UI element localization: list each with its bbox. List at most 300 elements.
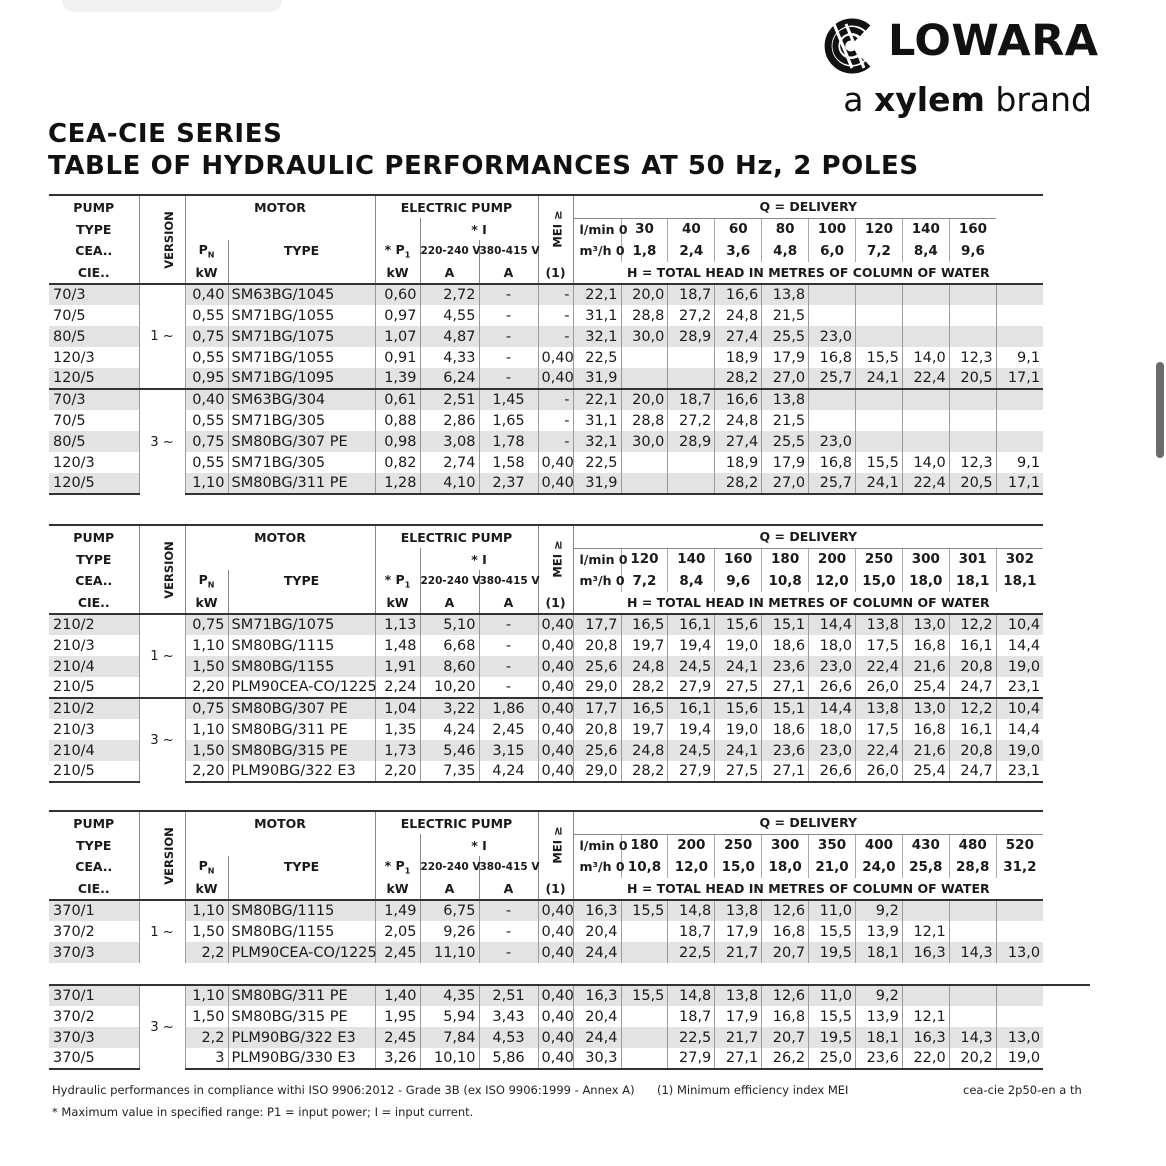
- cie-header: CIE..: [49, 878, 139, 901]
- table-cell: 12,3: [949, 452, 996, 473]
- motor-header: MOTOR: [185, 525, 375, 548]
- table-cell: 26,0: [855, 761, 902, 782]
- table-cell: 15,5: [855, 347, 902, 368]
- table-cell: [621, 942, 668, 963]
- table-cell: -: [479, 326, 538, 347]
- table-cell: 16,1: [949, 635, 996, 656]
- table-cell: 10,4: [996, 698, 1043, 719]
- table-cell: 25,4: [902, 761, 949, 782]
- table-cell: 4,55: [420, 305, 479, 326]
- flow-lmin-value: 520: [996, 834, 1043, 856]
- table-cell: 12,6: [762, 900, 809, 921]
- table-cell: 2,20: [185, 761, 228, 782]
- motor-spacer: [185, 218, 375, 240]
- pump-type-cell: 210/5: [53, 679, 95, 695]
- table-cell: 14,4: [809, 698, 856, 719]
- table-cell: 18,9: [715, 452, 762, 473]
- table-cell: 11,0: [809, 900, 856, 921]
- table-cell: 1,35: [375, 719, 420, 740]
- flow-m3h-label: m³/h 0: [573, 240, 621, 262]
- table-cell: 0,40: [538, 1006, 573, 1027]
- flow-m3h-value: 2,4: [668, 240, 715, 262]
- table-cell: 24,1: [715, 656, 762, 677]
- table-cell: 4,87: [420, 326, 479, 347]
- table-cell: 3: [185, 1048, 228, 1069]
- table-cell: 4,24: [479, 761, 538, 782]
- table-cell: 21,6: [902, 656, 949, 677]
- table-cell: PLM90BG/322 E3: [228, 1027, 375, 1048]
- table-cell: 14,3: [949, 1027, 996, 1048]
- current-header: * I: [420, 834, 538, 856]
- table-cell: 0,75: [185, 614, 228, 635]
- table-cell: 1,13: [375, 614, 420, 635]
- mei-header: MEI ≥: [538, 811, 573, 878]
- table-cell: PLM90CEA-CO/1225: [228, 677, 375, 698]
- p1-unit: kW: [375, 592, 420, 615]
- p1-spacer: [375, 834, 420, 856]
- table-cell: 28,9: [668, 431, 715, 452]
- table-cell: 14,4: [809, 614, 856, 635]
- table-cell: 0,82: [375, 452, 420, 473]
- table-row: [49, 900, 1090, 921]
- current-1-unit: A: [420, 878, 479, 901]
- table-cell: 25,4: [902, 677, 949, 698]
- table-cell: 5,10: [420, 614, 479, 635]
- table-cell: 0,60: [375, 284, 420, 305]
- table-cell: [855, 389, 902, 410]
- table-cell: 24,5: [668, 656, 715, 677]
- flow-m3h-value: 18,1: [949, 570, 996, 592]
- table-cell: 2,51: [420, 389, 479, 410]
- flow-lmin-value: 300: [762, 834, 809, 856]
- head-header: H = TOTAL HEAD IN METRES OF COLUMN OF WATER: [573, 878, 1043, 901]
- flow-lmin-value: 120: [621, 548, 668, 570]
- table-cell: 16,5: [621, 614, 668, 635]
- table-cell: 27,2: [668, 305, 715, 326]
- table-cell: 24,4: [573, 942, 621, 963]
- table-cell: 9,2: [855, 900, 902, 921]
- table-cell: [668, 452, 715, 473]
- flow-lmin-label: l/min 0: [573, 218, 621, 240]
- table-cell: 1,45: [479, 389, 538, 410]
- pump-type-cell: 70/5: [53, 307, 86, 324]
- table-cell: 17,1: [996, 473, 1043, 494]
- table-cell: 1,50: [185, 656, 228, 677]
- table-cell: 1,50: [185, 1006, 228, 1027]
- current-2-unit: A: [479, 262, 538, 285]
- pn-header: $P_N$: [185, 570, 228, 592]
- table-cell: 0,75: [185, 698, 228, 719]
- table-cell: -: [479, 656, 538, 677]
- pump-header: PUMP: [49, 525, 139, 548]
- table-cell: SM80BG/315 PE: [228, 740, 375, 761]
- table-cell: 1,07: [375, 326, 420, 347]
- table-cell: 27,9: [668, 761, 715, 782]
- table-cell: 13,8: [762, 284, 809, 305]
- table-cell: 24,8: [621, 740, 668, 761]
- table-cell: 16,6: [715, 389, 762, 410]
- table-cell: [996, 431, 1043, 452]
- table-cell: 19,7: [621, 635, 668, 656]
- flow-m3h-value: 18,1: [996, 570, 1043, 592]
- table-cell: 20,0: [621, 389, 668, 410]
- flow-m3h-value: 25,8: [902, 856, 949, 878]
- table-cell: 16,8: [762, 921, 809, 942]
- table-cell: 1,04: [375, 698, 420, 719]
- table-cell: 2,45: [479, 719, 538, 740]
- pump-type-cell: 370/3: [49, 1027, 139, 1048]
- flow-m3h-label: m³/h 0: [573, 856, 621, 878]
- table-cell: 17,9: [715, 921, 762, 942]
- table-cell: 13,8: [762, 389, 809, 410]
- flow-m3h-value: 9,6: [949, 240, 996, 262]
- table-cell: 26,6: [809, 677, 856, 698]
- motor-spacer: [185, 834, 375, 856]
- table-cell: 23,6: [762, 656, 809, 677]
- flow-m3h-value: 28,8: [949, 856, 996, 878]
- table-cell: -: [538, 389, 573, 410]
- table-cell: SM80BG/1155: [228, 656, 375, 677]
- table-cell: 16,8: [762, 1006, 809, 1027]
- table-cell: 2,20: [375, 761, 420, 782]
- table-cell: 16,5: [621, 698, 668, 719]
- table-cell: 22,5: [668, 1027, 715, 1048]
- table-cell: -: [538, 284, 573, 305]
- table-cell: 19,0: [996, 740, 1043, 761]
- table-cell: 16,3: [902, 1027, 949, 1048]
- version-cell: 3 ~: [139, 985, 185, 1069]
- table-cell: 16,8: [809, 452, 856, 473]
- table-row: [49, 921, 1090, 942]
- table-row: [49, 368, 1090, 389]
- table-cell: 0,40: [538, 942, 573, 963]
- table-cell: -: [538, 326, 573, 347]
- version-cell: 1 ~: [139, 284, 185, 389]
- pump-type-cell: 370/1: [49, 985, 139, 1006]
- flow-lmin-value: 200: [809, 548, 856, 570]
- table-cell: 27,4: [715, 326, 762, 347]
- top-tab-bar: [62, 0, 282, 12]
- table-cell: 0,91: [375, 347, 420, 368]
- table-row: [49, 985, 1090, 1006]
- flow-m3h-value: 18,0: [902, 570, 949, 592]
- table-cell: 17,9: [762, 347, 809, 368]
- table-cell: 24,7: [949, 677, 996, 698]
- pump-type-cell: 370/5: [49, 1048, 139, 1069]
- table-row: [49, 740, 1090, 761]
- table-cell: 18,6: [762, 719, 809, 740]
- pump-type-cell: 210/4: [49, 740, 139, 761]
- table-row: [49, 761, 1090, 782]
- type-header: TYPE: [76, 551, 112, 567]
- table-cell: 0,40: [538, 614, 573, 635]
- table-cell: [949, 985, 996, 1006]
- cea-header: CEA..: [75, 243, 113, 259]
- lowara-logo: [822, 16, 1099, 120]
- table-cell: [996, 389, 1043, 410]
- table-cell: 22,4: [855, 656, 902, 677]
- table-cell: 0,40: [538, 452, 573, 473]
- table-cell: 4,24: [420, 719, 479, 740]
- lowara-logo-icon: [822, 20, 880, 72]
- current-2-unit: A: [479, 878, 538, 901]
- table-cell: 24,8: [621, 656, 668, 677]
- p1-unit: kW: [375, 262, 420, 285]
- table-cell: 2,37: [479, 473, 538, 494]
- pump-type-cell: 80/5: [49, 431, 139, 452]
- table-cell: 16,3: [573, 985, 621, 1006]
- table-cell: 27,4: [715, 431, 762, 452]
- delivery-header: Q = DELIVERY: [573, 195, 1043, 218]
- table-cell: [621, 347, 668, 368]
- table-cell: 0,40: [538, 677, 573, 698]
- table-cell: 19,4: [668, 635, 715, 656]
- table-cell: 16,8: [809, 347, 856, 368]
- table-cell: 2,86: [420, 410, 479, 431]
- table-cell: [621, 921, 668, 942]
- table-cell: 20,5: [949, 368, 996, 389]
- table-cell: 13,8: [715, 985, 762, 1006]
- performance-table-2: [49, 524, 1090, 783]
- table-cell: [855, 326, 902, 347]
- table-cell: [621, 452, 668, 473]
- table-cell: 0,40: [538, 473, 573, 494]
- table-cell: 0,55: [185, 410, 228, 431]
- table-cell: 20,4: [573, 921, 621, 942]
- table-cell: -: [479, 284, 538, 305]
- table-cell: 17,9: [762, 452, 809, 473]
- electric-pump-header: ELECTRIC PUMP: [375, 525, 538, 548]
- table-cell: 25,5: [762, 326, 809, 347]
- table-cell: 24,1: [855, 368, 902, 389]
- table-cell: 28,8: [621, 410, 668, 431]
- motor-type-unit: [228, 262, 375, 285]
- type-header: TYPE: [76, 221, 112, 237]
- flow-m3h-value: 24,0: [855, 856, 902, 878]
- table-cell: 22,1: [573, 284, 621, 305]
- table-row: [49, 614, 1090, 635]
- table-cell: 21,5: [762, 410, 809, 431]
- table-cell: 0,55: [185, 305, 228, 326]
- table-cell: 0,98: [375, 431, 420, 452]
- voltage-2-header: 380-415 V: [479, 570, 538, 592]
- table-cell: 14,0: [902, 347, 949, 368]
- table-row: [49, 942, 1090, 963]
- table-cell: 27,9: [668, 677, 715, 698]
- mei-header: MEI ≥: [538, 525, 573, 592]
- table-cell: [902, 389, 949, 410]
- table-cell: 16,1: [949, 719, 996, 740]
- table-cell: -: [479, 305, 538, 326]
- cea-header: CEA..: [75, 859, 113, 875]
- table-cell: [996, 985, 1043, 1006]
- table-cell: 19,0: [715, 635, 762, 656]
- table-cell: 2,2: [185, 1027, 228, 1048]
- table-cell: SM80BG/315 PE: [228, 1006, 375, 1027]
- flow-m3h-value: 18,0: [762, 856, 809, 878]
- table-cell: 16,8: [902, 719, 949, 740]
- table-cell: 1,58: [479, 452, 538, 473]
- table-cell: 28,9: [668, 326, 715, 347]
- flow-m3h-value: 1,8: [621, 240, 668, 262]
- table-cell: 28,2: [621, 677, 668, 698]
- table-cell: 1,39: [375, 368, 420, 389]
- table-cell: 6,24: [420, 368, 479, 389]
- table-cell: -: [479, 677, 538, 698]
- table-cell: SM80BG/311 PE: [228, 985, 375, 1006]
- table-cell: 27,2: [668, 410, 715, 431]
- table-cell: 1,10: [185, 473, 228, 494]
- table-cell: 18,9: [715, 347, 762, 368]
- version-cell: 1 ~: [139, 900, 185, 963]
- table-cell: 10,4: [996, 614, 1043, 635]
- table-cell: 13,0: [996, 1027, 1043, 1048]
- table-cell: 2,05: [375, 921, 420, 942]
- table-cell: PLM90CEA-CO/1225: [228, 942, 375, 963]
- delivery-header: Q = DELIVERY: [573, 811, 1043, 834]
- table-cell: 8,60: [420, 656, 479, 677]
- table-cell: 21,5: [762, 305, 809, 326]
- table-cell: 16,1: [668, 698, 715, 719]
- pump-type-cell: 210/2: [49, 614, 139, 635]
- footnote-iso: Hydraulic performances in compliance withi ISO 9906:2012 - Grade 3B (ex ISO 9906:1999 - Annex A): [52, 1083, 635, 1097]
- table-cell: 25,0: [809, 1048, 856, 1069]
- flow-m3h-value: 12,0: [809, 570, 856, 592]
- pump-type-cell: 370/2: [53, 923, 95, 940]
- pn-unit: kW: [185, 262, 228, 285]
- pn-header: $P_N$: [185, 240, 228, 262]
- table-cell: 2,24: [375, 677, 420, 698]
- voltage-1-header: 220-240 V: [420, 240, 479, 262]
- table-cell: 23,6: [762, 740, 809, 761]
- table-cell: 26,0: [855, 677, 902, 698]
- pump-type-cell: 210/3: [53, 637, 95, 654]
- flow-m3h-value: 10,8: [762, 570, 809, 592]
- page-title: CEA-CIE SERIES: [48, 119, 283, 149]
- lowara-wordmark: LOWARA: [888, 16, 1099, 66]
- table-cell: [949, 284, 996, 305]
- table-cell: 27,0: [762, 473, 809, 494]
- table-cell: 27,9: [668, 1048, 715, 1069]
- table-cell: 17,1: [996, 368, 1043, 389]
- table-cell: 13,9: [855, 921, 902, 942]
- table-cell: 9,26: [420, 921, 479, 942]
- flow-m3h-value: 9,6: [715, 570, 762, 592]
- table-cell: 32,1: [573, 431, 621, 452]
- table-cell: 1,28: [375, 473, 420, 494]
- table-cell: 22,4: [902, 368, 949, 389]
- table-cell: 30,3: [573, 1048, 621, 1069]
- pump-type-cell: 70/3: [49, 389, 139, 410]
- table-cell: [621, 1048, 668, 1069]
- pump-type-cell: 120/5: [49, 473, 139, 494]
- table-cell: 20,8: [949, 740, 996, 761]
- table-cell: 14,4: [996, 635, 1043, 656]
- table-cell: 11,10: [420, 942, 479, 963]
- table-cell: SM80BG/1115: [228, 900, 375, 921]
- table-cell: -: [479, 614, 538, 635]
- table-cell: 14,8: [668, 985, 715, 1006]
- table-cell: 22,1: [573, 389, 621, 410]
- table-cell: 11,0: [809, 985, 856, 1006]
- flow-lmin-value: 350: [809, 834, 856, 856]
- table-cell: 15,5: [621, 900, 668, 921]
- flow-m3h-value: 15,0: [715, 856, 762, 878]
- page-subtitle: TABLE OF HYDRAULIC PERFORMANCES AT 50 Hz, 2 POLES: [48, 151, 919, 181]
- table-cell: 23,6: [855, 1048, 902, 1069]
- table-cell: [996, 305, 1043, 326]
- flow-lmin-value: 100: [809, 218, 856, 240]
- table-cell: 12,2: [949, 698, 996, 719]
- table-cell: SM71BG/1055: [228, 347, 375, 368]
- table-cell: 0,40: [538, 368, 573, 389]
- table-cell: 29,0: [573, 761, 621, 782]
- table-cell: 0,40: [185, 389, 228, 410]
- table-cell: 15,5: [855, 452, 902, 473]
- table-cell: [996, 1006, 1043, 1027]
- table-cell: SM80BG/311 PE: [228, 473, 375, 494]
- table-cell: 0,97: [375, 305, 420, 326]
- head-header: H = TOTAL HEAD IN METRES OF COLUMN OF WATER: [573, 262, 1043, 285]
- table-row: [49, 431, 1090, 452]
- table-cell: 19,4: [668, 719, 715, 740]
- table-cell: 12,3: [949, 347, 996, 368]
- table-row: [49, 326, 1090, 347]
- table-cell: [949, 900, 996, 921]
- scrollbar-thumb[interactable]: [1156, 362, 1164, 458]
- table-cell: 31,1: [573, 305, 621, 326]
- table-cell: 25,6: [573, 740, 621, 761]
- table-cell: SM71BG/1055: [228, 305, 375, 326]
- table-cell: SM71BG/1095: [228, 368, 375, 389]
- flow-lmin-value: 60: [715, 218, 762, 240]
- flow-m3h-value: 7,2: [621, 570, 668, 592]
- flow-m3h-value: 21,0: [809, 856, 856, 878]
- table-cell: 1,48: [375, 635, 420, 656]
- table-cell: 0,40: [538, 347, 573, 368]
- table-row: [49, 677, 1090, 698]
- pump-type-cell: 120/5: [49, 368, 139, 389]
- flow-m3h-value: 3,6: [715, 240, 762, 262]
- table-cell: 2,72: [420, 284, 479, 305]
- motor-header: MOTOR: [185, 811, 375, 834]
- table-cell: 20,5: [949, 473, 996, 494]
- table-cell: 0,40: [538, 698, 573, 719]
- table-cell: 5,46: [420, 740, 479, 761]
- table-cell: [855, 305, 902, 326]
- performance-table-3: [49, 810, 1090, 1070]
- table-cell: 16,8: [902, 635, 949, 656]
- table-cell: 20,7: [762, 1027, 809, 1048]
- flow-lmin-value: 180: [621, 834, 668, 856]
- table-row: [49, 719, 1090, 740]
- table-cell: 24,5: [668, 740, 715, 761]
- table-cell: 18,1: [855, 1027, 902, 1048]
- version-cell: 3 ~: [139, 389, 185, 494]
- table-cell: [621, 1006, 668, 1027]
- table-cell: -: [479, 900, 538, 921]
- table-cell: 13,8: [855, 698, 902, 719]
- flow-lmin-value: 140: [902, 218, 949, 240]
- table-cell: 15,5: [621, 985, 668, 1006]
- table-cell: 27,1: [762, 761, 809, 782]
- table-cell: 4,10: [420, 473, 479, 494]
- table-cell: -: [479, 921, 538, 942]
- table-cell: [809, 410, 856, 431]
- table-cell: 13,0: [902, 614, 949, 635]
- table-cell: [996, 921, 1043, 942]
- pump-header: PUMP: [49, 811, 139, 834]
